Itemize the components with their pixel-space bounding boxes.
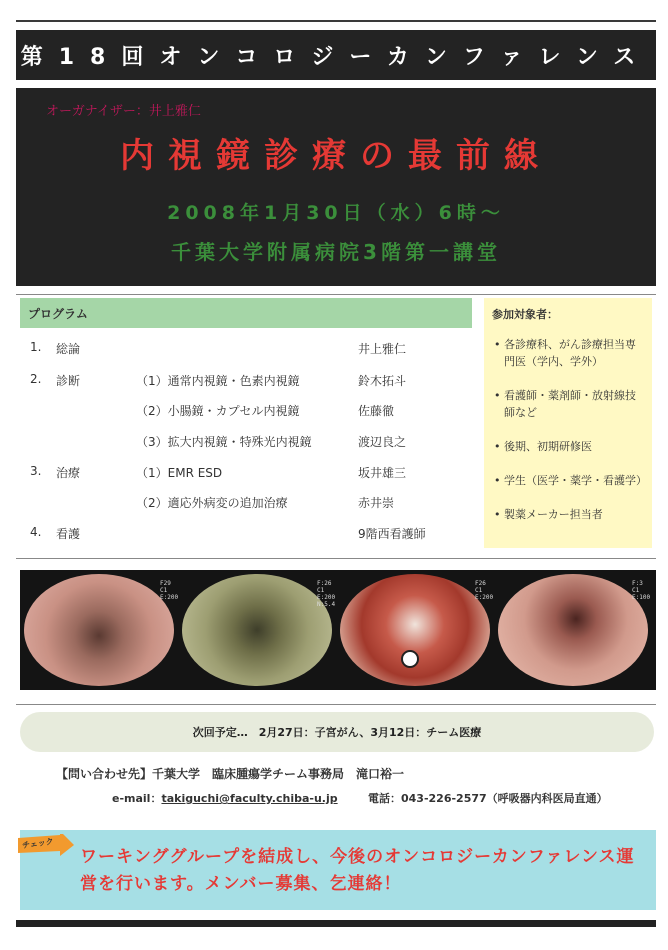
participants-title: 参加対象者： [492,308,558,321]
program-row-number: 3. [30,464,42,478]
program-row-speaker: 佐藤徹 [358,404,395,418]
participants-box [484,298,652,548]
program-row-topic: （1）通常内視鏡・色素内視鏡 [136,374,300,388]
overlay-line: E:200 [317,594,336,601]
program-row-number: 1. [30,340,42,354]
participants-list [492,336,647,523]
endoscopy-image [498,574,651,686]
program-row [30,402,470,422]
program-header [20,298,472,328]
program-row-topic: （1）EMR ESD [136,466,223,480]
endoscopy-overlay-text [160,580,178,601]
program-row-speaker: 9階西看護師 [358,527,426,541]
main-title: 内視鏡診療の最前線 [120,136,552,176]
program-row-topic: （3）拡大内視鏡・特殊光内視鏡 [136,435,312,449]
program-row-category: 治療 [56,466,81,480]
notice-box [20,830,656,910]
divider-rule-2 [16,558,656,559]
endoscopy-image [340,574,490,686]
email-label: e-mail： [112,792,162,805]
phone-number: 電話：043-226-2577（呼吸器内科医局直通） [368,792,608,805]
endoscopy-image [182,574,332,686]
program-row-speaker: 井上雅仁 [358,342,407,356]
program-row-speaker: 赤井崇 [358,496,395,510]
notice-text: ワーキンググループを結成し、今後のオンコロジーカンファレンス運営を行います。メンバー募集、乞連絡！ [80,847,635,894]
overlay-line: F:26 [317,580,332,587]
event-date: 2008年1月30日（水）6時～ [167,202,505,224]
divider-rule-1 [16,294,656,295]
program-row [30,494,470,514]
participant-item: • 後期、初期研修医 [504,438,644,455]
program-row [30,525,470,545]
next-schedule-box [20,712,654,752]
overlay-line: C1 [632,587,640,594]
endoscopy-image [24,574,174,686]
bottom-rule [16,920,656,927]
overlay-line: F26 [475,580,486,587]
participant-item: • 学生（医学・薬学・看護学） [504,472,644,489]
endoscopy-overlay-text [632,580,650,601]
conference-title: 第18回オンコロジーカンファレンス [20,44,652,70]
program-row-number: 2. [30,372,42,386]
program-row-topic: （2）適応外病変の追加治療 [136,496,288,510]
contact-line: 【問い合わせ先】千葉大学 臨床腫瘍学チーム事務局 滝口裕一 [56,767,405,781]
check-badge-label: チェック [21,836,55,851]
organizer-label: オーガナイザー：井上雅仁 [46,104,201,119]
program-row [30,372,470,392]
overlay-line: C1 [317,587,325,594]
program-row-topic: （2）小腸鏡・カプセル内視鏡 [136,404,300,418]
event-venue: 千葉大学附属病院3階第一講堂 [171,240,501,264]
next-schedule-text: 次回予定… 2月27日：子宮がん、3月12日：チーム医療 [192,726,482,739]
header-box [16,88,656,286]
program-row-number: 4. [30,525,42,539]
divider-rule-3 [16,704,656,705]
top-rule [16,20,656,22]
participant-item: • 看護師・薬剤師・放射線技師など [504,387,644,421]
program-row-category: 看護 [56,527,81,541]
overlay-line: E:100 [632,594,651,601]
overlay-line: C1 [475,587,483,594]
program-header-label: プログラム [28,306,88,321]
participant-item: • 各診療科、がん診療担当専門医（学内、学外） [504,336,644,370]
endoscopy-overlay-text [475,580,493,601]
overlay-line: E:200 [160,594,179,601]
check-arrow-icon [16,834,74,856]
program-row-category: 総論 [56,342,81,356]
overlay-line: F29 [160,580,171,587]
program-row-speaker: 坂井雄三 [358,466,407,480]
email-link[interactable]: takiguchi@faculty.chiba-u.jp [161,792,338,805]
overlay-line: E:200 [475,594,494,601]
program-row-speaker: 鈴木拓斗 [358,374,407,388]
program-row [30,340,470,360]
overlay-line: C1 [160,587,168,594]
program-row [30,433,470,453]
contact-details [112,790,608,806]
overlay-line: N:5.4 [317,601,336,608]
program-row [30,464,470,484]
instrument-cap-icon [401,650,419,668]
participant-item: • 製薬メーカー担当者 [504,506,644,523]
program-row-category: 診断 [56,374,81,388]
overlay-line: F:3 [632,580,643,587]
endoscopy-image-strip [20,570,656,690]
conference-title-bar [16,30,656,80]
endoscopy-overlay-text [317,580,335,608]
program-row-speaker: 渡辺良之 [358,435,407,449]
